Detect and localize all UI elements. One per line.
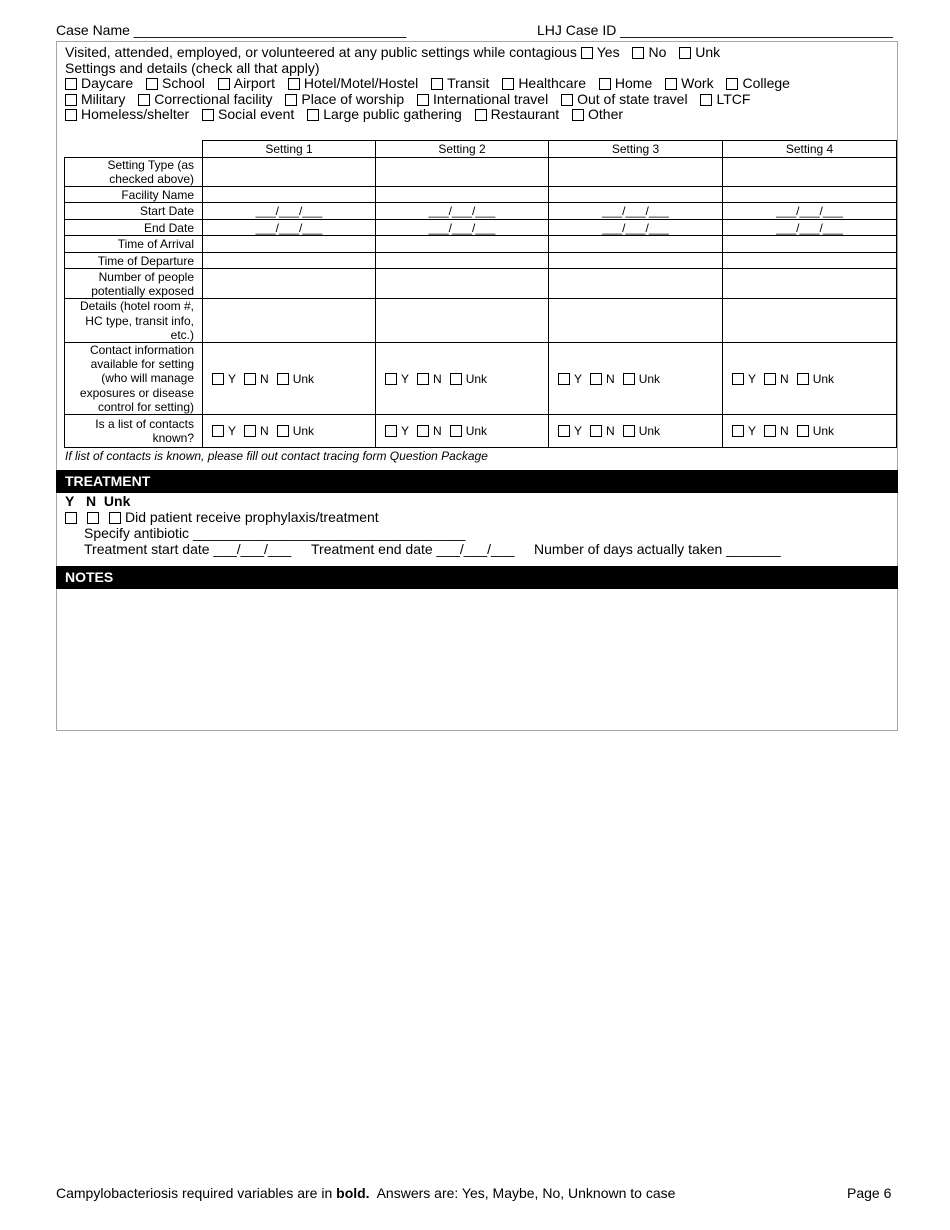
date-cell[interactable]: ___/___/___	[376, 220, 549, 236]
table-cell[interactable]	[723, 299, 897, 343]
y-label: Y	[228, 424, 237, 439]
worship-label: Place of worship	[301, 90, 405, 107]
unk-label: Unk	[465, 424, 488, 439]
unk-label: Unk	[638, 371, 661, 386]
header-n: N	[86, 493, 97, 509]
settings-details-label: Settings and details (check all that apply)	[65, 59, 320, 76]
treatment-yes-checkbox[interactable]	[65, 512, 77, 524]
table-cell[interactable]	[376, 236, 549, 253]
settings-block	[65, 45, 799, 123]
correctional-label: Correctional facility	[154, 90, 273, 107]
n-label: N	[260, 424, 269, 439]
unk-label: Unk	[638, 424, 661, 439]
table-cell[interactable]	[203, 187, 376, 203]
n-label: N	[433, 424, 442, 439]
work-checkbox[interactable]	[665, 78, 677, 90]
transit-label: Transit	[447, 75, 490, 91]
notes-header: NOTES	[56, 566, 898, 589]
table-cell[interactable]	[376, 158, 549, 187]
table-cell[interactable]	[723, 253, 897, 269]
settings-row-3	[65, 107, 799, 123]
y-checkbox[interactable]	[212, 373, 224, 385]
large-gathering-checkbox[interactable]	[307, 109, 319, 121]
date-cell[interactable]: ___/___/___	[203, 220, 376, 236]
ltcf-label: LTCF	[716, 90, 751, 107]
n-label: N	[606, 424, 615, 439]
y-label: Y	[574, 371, 583, 386]
social-event-label: Social event	[218, 106, 295, 122]
n-checkbox[interactable]	[417, 373, 429, 385]
y-label: Y	[574, 424, 583, 439]
treatment-header: TREATMENT	[56, 470, 898, 493]
table-cell[interactable]	[549, 187, 723, 203]
unk-checkbox[interactable]	[450, 425, 462, 437]
date-cell[interactable]: ___/___/___	[723, 203, 897, 220]
homeless-label: Homeless/shelter	[81, 106, 190, 122]
hotel-label: Hotel/Motel/Hostel	[303, 75, 419, 91]
n-checkbox[interactable]	[244, 425, 256, 437]
yn-cell	[723, 343, 897, 415]
unk-checkbox[interactable]	[797, 425, 809, 437]
table-row	[65, 236, 897, 253]
settings-row-1	[65, 76, 799, 92]
table-cell[interactable]	[203, 236, 376, 253]
unk-label: Unk	[292, 371, 315, 386]
n-label: N	[780, 371, 789, 386]
header-unk: Unk	[103, 493, 131, 509]
airport-checkbox[interactable]	[218, 78, 230, 90]
n-checkbox[interactable]	[590, 425, 602, 437]
y-checkbox[interactable]	[558, 373, 570, 385]
row-label: End Date	[65, 220, 203, 236]
table-cell[interactable]	[549, 253, 723, 269]
unk-label: Unk	[465, 371, 488, 386]
y-label: Y	[401, 371, 410, 386]
treatment-end-field[interactable]: Treatment end date ___/___/___	[311, 541, 515, 557]
unk-label: Unk	[812, 371, 835, 386]
social-event-checkbox[interactable]	[202, 109, 214, 121]
military-label: Military	[81, 90, 126, 107]
y-checkbox[interactable]	[558, 425, 570, 437]
table-cell[interactable]	[723, 187, 897, 203]
other-checkbox[interactable]	[572, 109, 584, 121]
n-label: N	[433, 371, 442, 386]
y-checkbox[interactable]	[385, 373, 397, 385]
y-label: Y	[228, 371, 237, 386]
table-cell[interactable]	[549, 158, 723, 187]
days-taken-field[interactable]: Number of days actually taken _______	[534, 541, 781, 557]
table-cell[interactable]	[376, 269, 549, 299]
n-label: N	[780, 424, 789, 439]
unk-checkbox[interactable]	[450, 373, 462, 385]
n-checkbox[interactable]	[590, 373, 602, 385]
table-cell[interactable]	[723, 158, 897, 187]
table-row	[65, 253, 897, 269]
unk-label: Unk	[695, 44, 721, 60]
settings-table	[64, 140, 897, 448]
table-header-row	[65, 141, 897, 158]
column-header: Setting 1	[203, 141, 376, 158]
airport-label: Airport	[233, 75, 275, 91]
daycare-checkbox[interactable]	[65, 78, 77, 90]
international-travel-label: International travel	[433, 90, 549, 107]
yn-cell	[203, 343, 376, 415]
date-cell[interactable]: ___/___/___	[723, 220, 897, 236]
contacts-note: If list of contacts is known, please fill out contact tracing form Question Package	[65, 449, 488, 463]
healthcare-label: Healthcare	[518, 75, 587, 91]
y-checkbox[interactable]	[732, 425, 744, 437]
yn-cell	[549, 415, 723, 448]
table-row	[65, 269, 897, 299]
ltcf-checkbox[interactable]	[700, 94, 712, 106]
y-label: Y	[748, 371, 757, 386]
footer-text-after: Answers are: Yes, Maybe, No, Unknown to case	[369, 1185, 676, 1201]
healthcare-checkbox[interactable]	[502, 78, 514, 90]
yn-cell	[723, 415, 897, 448]
y-checkbox[interactable]	[212, 425, 224, 437]
table-cell[interactable]	[203, 158, 376, 187]
table-cell[interactable]	[376, 299, 549, 343]
treatment-question-line	[65, 510, 379, 526]
y-checkbox[interactable]	[732, 373, 744, 385]
unk-checkbox[interactable]	[679, 47, 691, 59]
contagious-question-line	[65, 45, 799, 61]
y-checkbox[interactable]	[385, 425, 397, 437]
no-checkbox[interactable]	[632, 47, 644, 59]
case-name-field[interactable]: Case Name ___________________________________	[56, 22, 407, 38]
table-cell[interactable]	[203, 299, 376, 343]
table-cell[interactable]	[549, 269, 723, 299]
row-label: Time of Arrival	[65, 236, 203, 253]
treatment-ynu-header	[65, 494, 130, 510]
row-label: Contact information available for setting (who will manage exposures or disease control for setting)	[65, 343, 203, 415]
notes-area[interactable]	[57, 589, 897, 730]
unk-checkbox[interactable]	[623, 425, 635, 437]
n-checkbox[interactable]	[764, 425, 776, 437]
y-label: Y	[401, 424, 410, 439]
work-label: Work	[681, 75, 714, 91]
table-row	[65, 203, 897, 220]
military-checkbox[interactable]	[65, 94, 77, 106]
unk-checkbox[interactable]	[797, 373, 809, 385]
yes-checkbox[interactable]	[581, 47, 593, 59]
transit-checkbox[interactable]	[431, 78, 443, 90]
correctional-checkbox[interactable]	[138, 94, 150, 106]
row-label: Time of Departure	[65, 253, 203, 269]
table-cell[interactable]	[376, 187, 549, 203]
table-row	[65, 343, 897, 415]
footer-bold-word: bold.	[336, 1185, 370, 1201]
n-checkbox[interactable]	[244, 373, 256, 385]
table-cell[interactable]	[203, 269, 376, 299]
large-gathering-label: Large public gathering	[323, 106, 462, 122]
column-header: Setting 3	[549, 141, 723, 158]
out-of-state-checkbox[interactable]	[561, 94, 573, 106]
school-label: School	[162, 75, 205, 91]
table-cell[interactable]	[549, 299, 723, 343]
table-row	[65, 299, 897, 343]
table-row	[65, 187, 897, 203]
table-cell[interactable]	[203, 253, 376, 269]
restaurant-checkbox[interactable]	[475, 109, 487, 121]
settings-row-2	[65, 92, 799, 108]
home-checkbox[interactable]	[599, 78, 611, 90]
yn-cell	[376, 415, 549, 448]
college-checkbox[interactable]	[726, 78, 738, 90]
column-header: Setting 4	[723, 141, 897, 158]
date-cell[interactable]: ___/___/___	[376, 203, 549, 220]
row-label: Facility Name	[65, 187, 203, 203]
table-cell[interactable]	[376, 253, 549, 269]
table-row	[65, 220, 897, 236]
college-label: College	[742, 75, 790, 91]
homeless-checkbox[interactable]	[65, 109, 77, 121]
n-label: N	[260, 371, 269, 386]
worship-checkbox[interactable]	[285, 94, 297, 106]
table-cell[interactable]	[549, 236, 723, 253]
unk-checkbox[interactable]	[277, 425, 289, 437]
header-y: Y	[65, 493, 75, 509]
n-checkbox[interactable]	[417, 425, 429, 437]
column-header: Setting 2	[376, 141, 549, 158]
row-label: Number of people potentially exposed	[65, 269, 203, 299]
no-label: No	[648, 44, 667, 60]
n-label: N	[606, 371, 615, 386]
date-cell[interactable]: ___/___/___	[203, 203, 376, 220]
treatment-no-checkbox[interactable]	[87, 512, 99, 524]
home-label: Home	[614, 75, 653, 91]
date-cell[interactable]: ___/___/___	[549, 220, 723, 236]
table-row	[65, 158, 897, 187]
unk-checkbox[interactable]	[277, 373, 289, 385]
out-of-state-label: Out of state travel	[577, 90, 688, 107]
row-label: Is a list of contacts known?	[65, 415, 203, 448]
yn-cell	[203, 415, 376, 448]
specify-antibiotic-field[interactable]: Specify antibiotic ___________________________________	[84, 525, 466, 541]
contagious-question: Visited, attended, employed, or volunteered at any public settings while contagious	[65, 44, 577, 60]
yn-cell	[549, 343, 723, 415]
unk-label: Unk	[292, 424, 315, 439]
footer-text-before: Campylobacteriosis required variables are in	[56, 1185, 337, 1201]
row-label: Details (hotel room #, HC type, transit info, etc.)	[65, 299, 203, 343]
table-row	[65, 415, 897, 448]
table-cell[interactable]	[723, 269, 897, 299]
unk-label: Unk	[812, 424, 835, 439]
hotel-checkbox[interactable]	[288, 78, 300, 90]
row-label: Start Date	[65, 203, 203, 220]
treatment-unk-checkbox[interactable]	[109, 512, 121, 524]
international-travel-checkbox[interactable]	[417, 94, 429, 106]
table-cell[interactable]	[723, 236, 897, 253]
daycare-label: Daycare	[81, 75, 134, 91]
unk-checkbox[interactable]	[623, 373, 635, 385]
page-number: Page 6	[847, 1185, 892, 1201]
corner-cell	[65, 141, 203, 158]
date-cell[interactable]: ___/___/___	[549, 203, 723, 220]
y-label: Y	[748, 424, 757, 439]
other-label: Other	[588, 106, 624, 122]
treatment-question: Did patient receive prophylaxis/treatment	[125, 509, 379, 525]
school-checkbox[interactable]	[146, 78, 158, 90]
n-checkbox[interactable]	[764, 373, 776, 385]
yn-cell	[376, 343, 549, 415]
footer-note	[56, 1185, 675, 1201]
treatment-start-field[interactable]: Treatment start date ___/___/___	[84, 541, 292, 557]
lhj-case-id-field[interactable]: LHJ Case ID ___________________________________	[537, 22, 893, 38]
row-label: Setting Type (as checked above)	[65, 158, 203, 187]
restaurant-label: Restaurant	[490, 106, 560, 122]
yes-label: Yes	[596, 44, 620, 60]
